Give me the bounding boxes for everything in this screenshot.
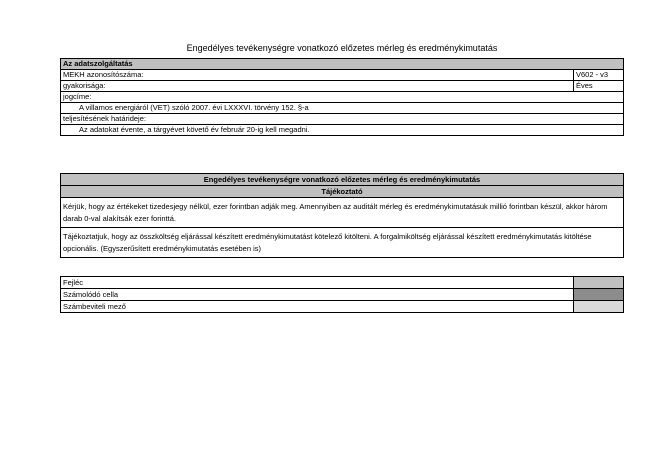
provider-header-row [61,59,623,69]
legal-value-row [61,102,623,113]
legal-value: A villamos energiáról (VET) szóló 2007. évi LXXXVI. törvény 152. §-a [79,103,309,112]
info-subtitle-row [61,185,623,197]
frequency-label: gyakorisága: [63,81,106,90]
legend-header-label: Fejléc [63,278,84,287]
mekh-value[interactable]: V602 - v3 [573,70,623,80]
legend-row-calc [61,288,623,300]
info-paragraph-row-2 [61,227,623,257]
info-paragraph-1: Kérjük, hogy az értékeket tizedesjegy nélkül, ezer forintban adják meg. Amennyiben az auditált mérleg és eredménykimutatásuk millió forintban készül, akkor három darab 0-val alakítsák ezer forinttá. [63,202,608,223]
legal-label-row [61,91,623,102]
deadline-value: Az adatokat évente, a tárgyévet követő év február 20-ig kell megadni. [79,125,310,134]
info-table [60,173,624,258]
deadline-label: teljesítésének határideje: [63,114,146,123]
legend-calc-label: Számolódó cella [63,290,119,299]
deadline-value-row [61,124,623,135]
deadline-label-row [61,113,623,124]
legal-label: jogcíme: [63,92,92,101]
mekh-row [61,69,623,80]
provider-table [60,58,624,136]
legend-header-swatch [573,277,623,288]
info-subtitle: Tájékoztató [321,187,363,196]
legend-input-label: Számbeviteli mező [63,302,126,311]
legend-calc-swatch [573,289,623,300]
legend-row-input [61,300,623,312]
legend-input-swatch[interactable] [573,301,623,312]
info-paragraph-2: Tájékoztatjuk, hogy az összköltség eljárással készített eredménykimutatást kötelező kitölteni. A forgalmiköltség eljárással készített eredménykimutatás kitöltése opcionális. (Egyszerűsített eredménykimutatás esetében is) [63,232,592,253]
mekh-label: MEKH azonosítószáma: [63,70,144,79]
provider-header: Az adatszolgáltatás [61,59,623,69]
legend-row-header [61,277,623,288]
info-title: Engedélyes tevékenységre vonatkozó előzetes mérleg és eredménykimutatás [203,175,481,184]
info-paragraph-row-1 [61,197,623,227]
legend-table [60,276,624,313]
frequency-value[interactable]: Éves [573,81,623,91]
page-title: Engedélyes tevékenységre vonatkozó előzetes mérleg és eredménykimutatás [186,43,498,53]
info-title-row [61,174,623,185]
frequency-row [61,80,623,91]
